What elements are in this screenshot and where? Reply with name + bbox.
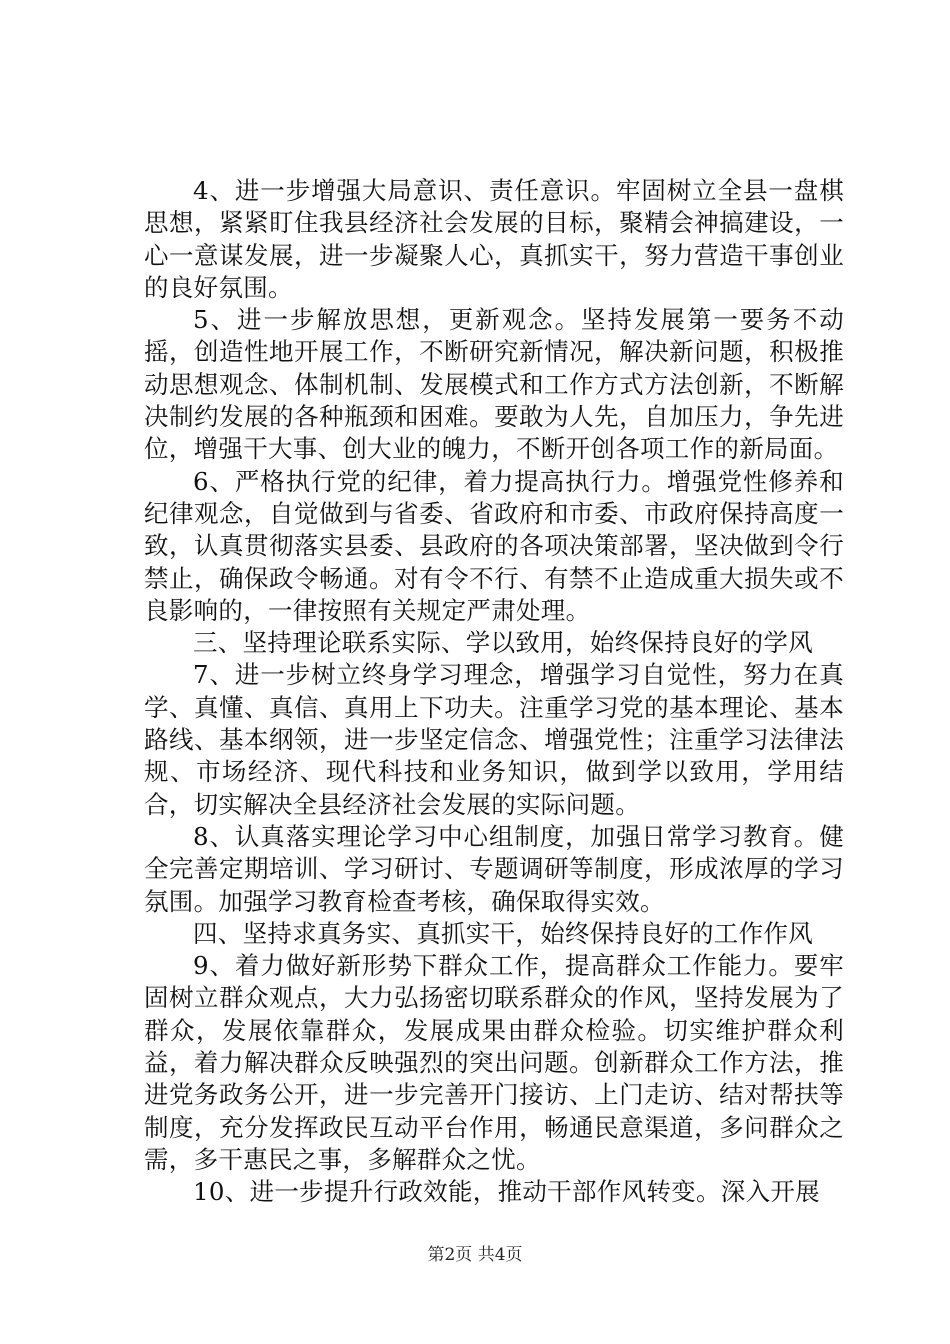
paragraph-10: 10、进一步提升行政效能，推动干部作风转变。深入开展 [193, 1177, 820, 1207]
paragraph-6: 6、严格执行党的纪律，着力提高执行力。增强党性修养和纪律观念，自觉做到与省委、省政府和市委、市政府保持高度一致，认真贯彻落实县委、县政府的各项决策部署，坚决做到令行禁止，确保政令畅通。对有令不行、有禁不止造成重大损失或不良影响的，一律按照有关规定严肃处理。 [144, 466, 844, 625]
paragraph-8: 8、认真落实理论学习中心组制度，加强日常学习教育。健全完善定期培训、学习研讨、专题调研等制度，形成浓厚的学习氛围。加强学习教育检查考核，确保取得实效。 [144, 821, 844, 916]
page-footer: 第2页 共4页 [427, 1245, 523, 1265]
document-body [144, 175, 844, 1209]
paragraph-9: 9、着力做好新形势下群众工作，提高群众工作能力。要牢固树立群众观点，大力弘扬密切联系群众的作风，坚持发展为了群众，发展依靠群众，发展成果由群众检验。切实维护群众利益，着力解决群众反映强烈的突出问题。创新群众工作方法，推进党务政务公开，进一步完善开门接访、上门走访、结对帮扶等制度，充分发挥政民互动平台作用，畅通民意渠道，多问群众之需，多干惠民之事，多解群众之忧。 [144, 951, 844, 1174]
paragraph-4: 4、进一步增强大局意识、责任意识。牢固树立全县一盘棋思想，紧紧盯住我县经济社会发展的目标，聚精会神搞建设，一心一意谋发展，进一步凝聚人心，真抓实干，努力营造干事创业的良好氛围。 [144, 176, 844, 302]
section-heading-3: 三、坚持理论联系实际、学以致用，始终保持良好的学风 [193, 628, 813, 658]
section-heading-4: 四、坚持求真务实、真抓实干，始终保持良好的工作作风 [193, 918, 813, 948]
paragraph-7: 7、进一步树立终身学习理念，增强学习自觉性，努力在真学、真懂、真信、真用上下功夫。注重学习党的基本理论、基本路线、基本纲领，进一步坚定信念、增强党性；注重学习法律法规、市场经济、现代科技和业务知识，做到学以致用，学用结合，切实解决全县经济社会发展的实际问题。 [144, 660, 844, 819]
paragraph-5: 5、进一步解放思想，更新观念。坚持发展第一要务不动摇，创造性地开展工作，不断研究新情况，解决新问题，积极推动思想观念、体制机制、发展模式和工作方式方法创新，不断解决制约发展的各种瓶颈和困难。要敢为人先，自加压力，争先进位，增强干大事、创大业的魄力，不断开创各项工作的新局面。 [144, 305, 844, 464]
